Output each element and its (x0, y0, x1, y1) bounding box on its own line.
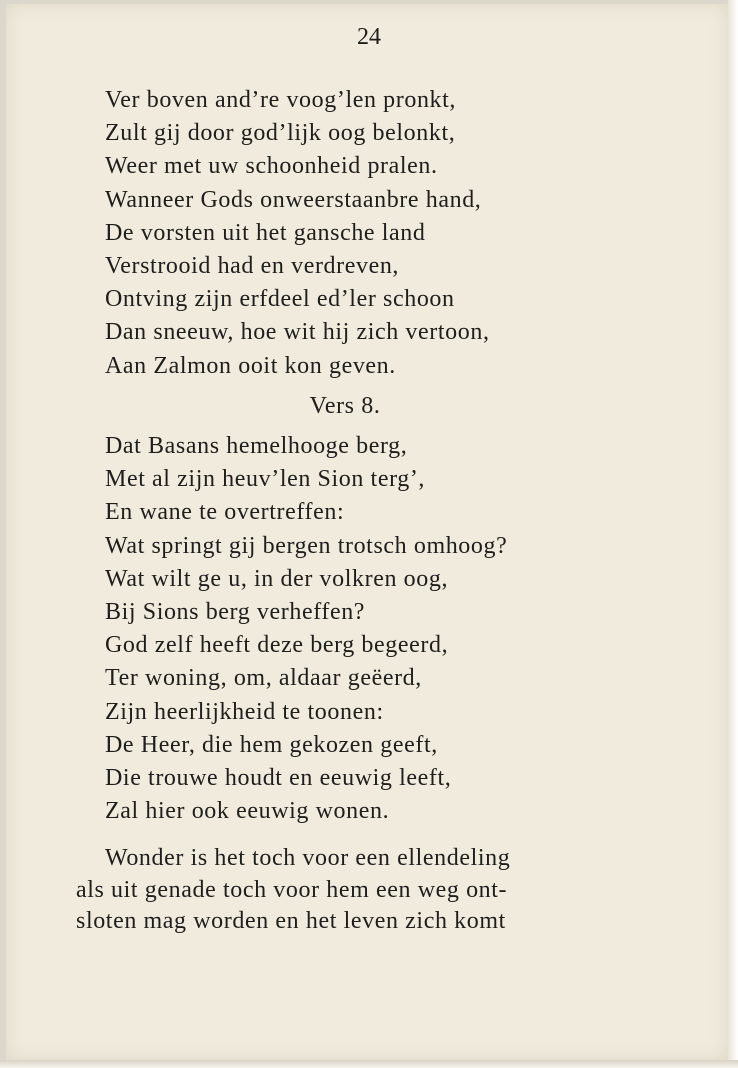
verse-line: Wanneer Gods onweerstaanbre hand, (105, 186, 482, 213)
verse-line: Wat wilt ge u, in der volkren oog, (105, 565, 449, 592)
verse-line: Ter woning, om, aldaar geëerd, (105, 665, 422, 692)
prose-paragraph (76, 843, 636, 938)
verse-line: Dat Basans hemelhooge berg, (105, 433, 408, 459)
verse-line: Aan Zalmon ooit kon geven. (105, 352, 396, 379)
verse-stanza-1 (105, 84, 490, 383)
prose-line: als uit genade toch voor hem een weg ont- (76, 876, 508, 903)
verse-line: Bij Sions berg verheffen? (105, 598, 366, 625)
page-number: 24 (357, 24, 381, 50)
verse-line: Zult gij door god’lijk oog belonkt, (105, 120, 456, 147)
verse-heading: Vers 8. (309, 393, 381, 419)
prose-line: Wonder is het toch voor een ellendeling (105, 845, 511, 871)
verse-line: De Heer, die hem gekozen geeft, (105, 731, 438, 758)
verse-line: En wane te overtreffen: (105, 499, 345, 526)
verse-line: Wat springt gij bergen trotsch omhoog? (105, 532, 508, 559)
verse-line: Weer met uw schoonheid pralen. (105, 153, 438, 180)
verse-stanza-2 (105, 430, 507, 828)
verse-line: De vorsten uit het gansche land (105, 219, 426, 246)
page-edge-bottom (0, 1060, 738, 1068)
verse-line: Ver boven and’re voog’len pronkt, (105, 87, 457, 113)
verse-line: Verstrooid had en verdreven, (105, 252, 400, 279)
verse-line: Dan sneeuw, hoe wit hij zich vertoon, (105, 319, 490, 346)
verse-line: God zelf heeft deze berg begeerd, (105, 632, 449, 659)
verse-line: Met al zijn heuv’len Sion terg’, (105, 466, 426, 493)
verse-line: Ontving zijn erfdeel ed’ler schoon (105, 286, 455, 313)
prose-line: sloten mag worden en het leven zich komt (76, 908, 506, 934)
verse-line: Die trouwe houdt en eeuwig leeft, (105, 764, 452, 791)
page-edge-right (728, 0, 738, 1068)
verse-line: Zijn heerlijkheid te toonen: (105, 698, 384, 725)
verse-line: Zal hier ook eeuwig wonen. (105, 798, 390, 825)
